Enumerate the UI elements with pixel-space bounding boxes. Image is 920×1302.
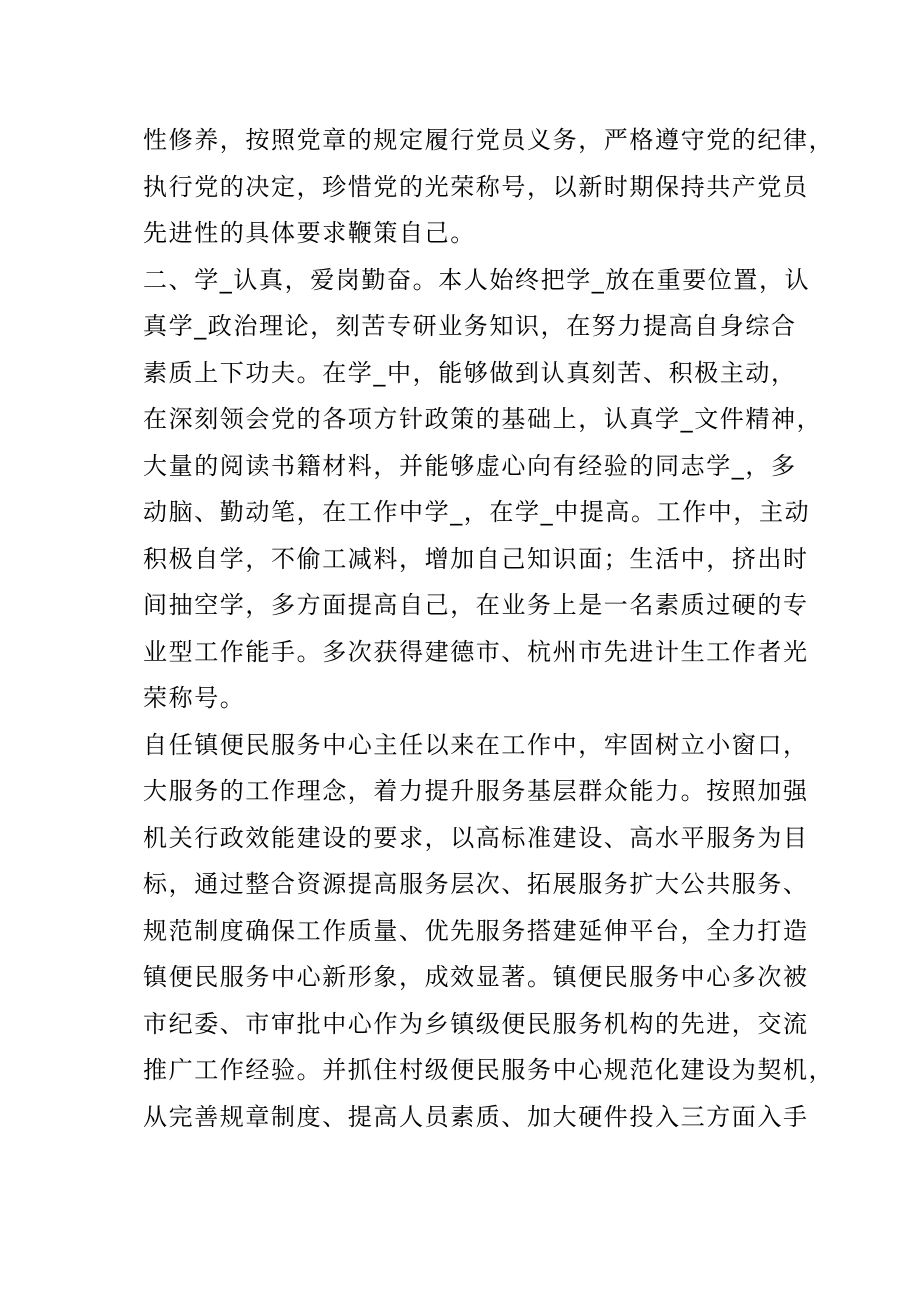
text-line: 间抽空学，多方面提高自己，在业务上是一名素质过硬的专 xyxy=(143,591,809,619)
text-line: 机关行政效能建设的要求，以高标准建设、高水平服务为目 xyxy=(143,823,809,852)
text-line: 执行党的决定，珍惜党的光荣称号，以新时期保持共产党员 xyxy=(143,172,809,201)
text-line: 市纪委、市审批中心作为乡镇级便民服务机构的先进，交流 xyxy=(143,1009,809,1038)
text-line: 大服务的工作理念，着力提升服务基层群众能力。按照加强 xyxy=(143,777,809,805)
text-line: 标，通过整合资源提高服务层次、拓展服务扩大公共服务、 xyxy=(143,870,809,898)
text-line: 先进性的具体要求鞭策自己。 xyxy=(143,219,476,247)
document-body xyxy=(143,117,835,1140)
text-line: 素质上下功夫。在学_中，能够做到认真刻苦、积极主动， xyxy=(143,358,797,387)
text-line: 镇便民服务中心新形象，成效显著。镇便民服务中心多次被 xyxy=(143,963,809,991)
text-line: 推广工作经验。并抓住村级便民服务中心规范化建设为契机， xyxy=(143,1056,835,1084)
text-line: 在深刻领会党的各项方针政策的基础上，认真学_文件精神， xyxy=(143,405,823,433)
text-line: 自任镇便民服务中心主任以来在工作中，牢固树立小窗口， xyxy=(143,730,809,759)
text-line: 动脑、勤动笔，在工作中学_，在学_中提高。工作中，主动 xyxy=(143,498,811,526)
text-line: 性修养，按照党章的规定履行党员义务，严格遵守党的纪律， xyxy=(143,126,835,154)
text-line: 从完善规章制度、提高人员素质、加大硬件投入三方面入手 xyxy=(143,1102,809,1131)
text-line: 真学_政治理论，刻苦专研业务知识，在努力提高自身综合 xyxy=(143,312,797,340)
text-line: 业型工作能手。多次获得建德市、杭州市先进计生工作者光 xyxy=(143,637,809,666)
text-line: 大量的阅读书籍材料，并能够虚心向有经验的同志学_，多 xyxy=(143,451,797,480)
text-line: 荣称号。 xyxy=(143,684,246,712)
text-line: 二、学_认真，爱岗勤奋。本人始终把学_放在重要位置，认 xyxy=(143,265,811,294)
text-line: 规范制度确保工作质量、优先服务搭建延伸平台，全力打造 xyxy=(143,916,809,945)
text-line: 积极自学，不偷工减料，增加自己知识面；生活中，挤出时 xyxy=(143,544,809,573)
